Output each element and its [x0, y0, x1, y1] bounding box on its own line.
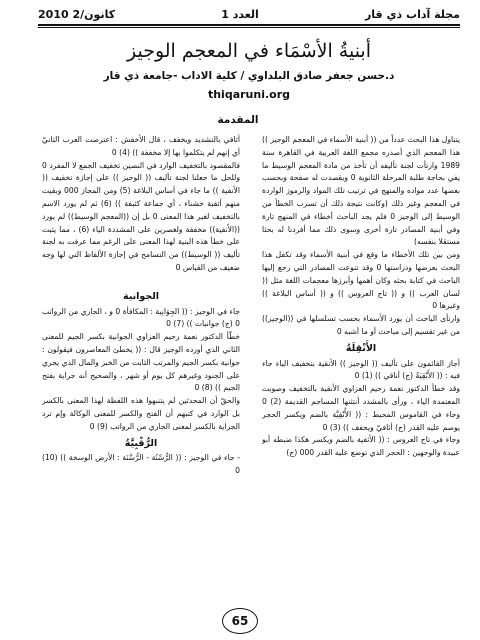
paragraph: وارتأى الباحث أن يورد الأسماء بحسب تسلسلها في ((الوجيز)) من غير تقسيم إلى مباحث أو ما أشبه 0 [262, 314, 460, 336]
header-rule [38, 24, 460, 26]
author-line: د.حسن جعفر صادق البلداوي / كلية الاداب -جامعة ذي قار [103, 70, 395, 82]
left-column [42, 134, 240, 606]
subheading-rusna: الرُّقْبِيَّةُ [124, 437, 158, 449]
paragraph: وجاء في تاج العروس : (( الأثفية بالضم ويكسر هكذا ضبطه أبو عبيدة والوجهين : الحجر الذي توضع عليه القدر 000 (ج) [262, 435, 460, 458]
paragraph: فالمقصود بالتخفيف الوارد في النصين تخفيف الجمع لا المفرد 0 وللحل ما جعلنا لجنة تأليف (( الوجيز )) على إجازة تخفيف (( الأنفية )) ما جاء في أساس البلاغة (5) ومن المجاز 000 وبقيت منهم أثفية خشناء ، أي جماعة كثيفة )) (6) ثم لم يورد الاسم بالتخفيف لغير هذا المعنى 0 بل إن ((المعجم الوسيط)) لم يورد ((الأَنفية)) مخففة ولغصرين على المشددة الياء (6) ، مما يثبت على خطأ هذه البنية لهذا المعنى على الرغم مما عرفت به لجنة تأليف (( الوسيط)) من التسامح في إجازة الألفاظ التي لها وجه ضعيف من القياس 0 [42, 160, 240, 272]
subheading-athfiya: الأَنْقِلَةُ [345, 342, 377, 354]
running-header [38, 6, 460, 22]
header-journal: مجلة آداب ذي قار [364, 7, 460, 21]
header-date: كانون/2 2010 [38, 7, 116, 21]
paragraph: أجاز القائمون على تأليف (( الوجيز )) الأنقية بتخفيف الياء جاء فيه : (( الأَنْقِيَةُ (ج) أناقي )) (1) 0 [262, 358, 460, 381]
site-link[interactable]: thiqaruni.org [207, 88, 291, 101]
page-number: 65 [222, 608, 258, 634]
header-rule-thin [38, 27, 460, 28]
header-issue: العدد 1 [221, 7, 259, 21]
paragraph: يتناول هذا البحث عدداً من (( أبنية الأسماء في المعجم الوجيز )) هذا المعجم الذي أصدره مجمع اللغة العربية في القاهرة سنة 1989 وارتأت لجنة تأليفه أن تأخذ من مادة المعجم الوسيط ما يفي بحاجة طلبة المرحلة الثانوية 0 ويقصدت له صفحة وبحسب بعضها عدد مواده والمنهج في ترتيب تلك المواد والرموز الواردة في المعجم وغير ذلك (وكانت نتيجة ذلك أن تسرب الخطأ من الوسيط إلى الوجيز 0 فلم يجد الباحث أخطاء في المنهج تارة وفي أبنية المصادر تارة أخرى وسوى ذلك مما أفردنا له بحثا مستقلا بنفسه) [262, 135, 460, 247]
paragraph: والحقّ أن المحدثين لم يتنبهوا هذه اللفظة لهذا المعنى بالكسر بل الوارد في كتبهم أن الفتح والكسر للمعنى الوكالة وإم ترد الجراية بالكسر لمعنى الجاري من الرواتب (9) 0 [42, 396, 240, 431]
subheading-jiraya: الجوانية [122, 290, 160, 302]
paragraph: أثافي بالتشديد ويخفف ، قال الأخفش : اعترضت العرب الثانيّ أي إنهم لم يتكلموا بها إلا مخففة )) (4) 0 [42, 135, 240, 157]
paper-title: أبنيةُ الأسْمَاء في المعجم الوجيز [126, 40, 371, 62]
right-column [262, 134, 460, 606]
paragraph: وقد خطأ الدكتور نعمة رحيم العزاوي الأنقية بالتخفيف وصوبت المعتمدة الياء ، ورأى بالمشدد أنتثنها المساجم القديمة (2) 0 وجاء في القاموس المحيط : (( الأُنْقِيَّة بالضم ويكسر الحجر يوصم عليه القدر (ج) أثافيّ ويخفف )) (3) 0 [262, 384, 460, 432]
paragraph: جاء في الوجيز : (( الجِوَانِية : المكافأة 0 و ، الجاري من الرواتب 0 (ج) جوانبات )) (7) 0 [42, 306, 240, 329]
paragraph: خطّأ الدكتور نعمة رحيم العزاوي الجوانية بكسر الجيم للمعنى الثاني الذي أورده الوجيز قال : (( يخطئ المعاصرون فيقولون : جوانية بكسر الجيم والمرتب الثابت من الخبز والمال الذي يجري على الجنود وغيرهم كل يوم أو شهر ، والصحيح أنه جراية بفتح الجيم )) (8) 0 [42, 332, 240, 393]
paragraph: ومن بين تلك الأخطاء ما وقع في أبنية الأسماء وقد تكفل هذا البحث بعرضها ودراستها 0 وقد تنوعت المصادر التي رجع إليها الباحث في كتابة بحثه وكان أهمها وأبرزها معجمات اللغة مثل (( لسان العرب )) و (( تاج العروس )) و (( أساس البلاغة )) وغيرها 0 [262, 250, 460, 311]
paragraph: - جاء في الوجيز : (( الرُّسْنُة - الرُّسَّنَة : الأرض الوسخة )) (10) 0 [42, 453, 240, 476]
intro-heading: المقدمة [217, 114, 259, 126]
